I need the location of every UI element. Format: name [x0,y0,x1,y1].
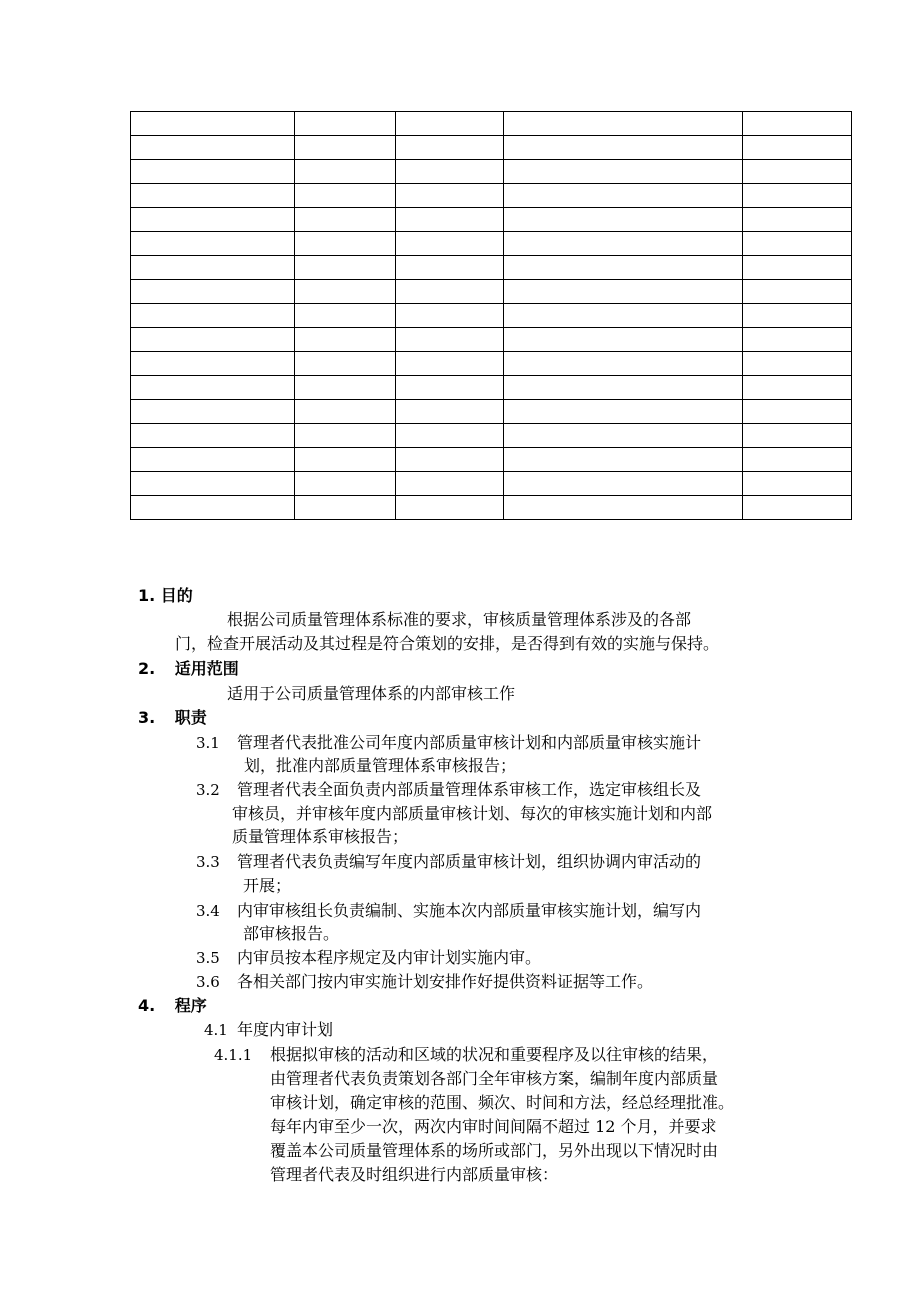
table-cell [131,184,295,208]
table-cell [743,112,852,136]
table-cell [504,448,743,472]
section-3-heading [138,707,207,729]
section-1-line: 门，检查开展活动及其过程是符合策划的安排，是否得到有效的实施与保持。 [175,634,720,653]
table-cell [743,256,852,280]
section-title: 职责 [174,708,207,727]
table-cell [295,112,396,136]
section-title: 目的 [160,586,193,605]
table-cell [131,112,295,136]
item-line: 质量管理体系审核报告； [232,827,409,846]
table-cell [131,448,295,472]
table-cell [743,328,852,352]
table-row [131,424,852,448]
table-row [131,400,852,424]
table-cell [504,160,743,184]
table-cell [131,232,295,256]
table-cell [131,136,295,160]
item-number: 3.3 [196,853,220,871]
table-cell [295,472,396,496]
table-cell [131,280,295,304]
table-cell [743,424,852,448]
table-cell [131,160,295,184]
table-cell [295,304,396,328]
table-row [131,472,852,496]
table-row [131,160,852,184]
table-cell [504,400,743,424]
table-cell [295,328,396,352]
table-row [131,136,852,160]
table-row [131,352,852,376]
item-line: 部审核报告。 [243,924,340,943]
table-cell [295,136,396,160]
table-row [131,448,852,472]
table-cell [396,136,504,160]
table-cell [396,208,504,232]
table-cell [295,424,396,448]
item-number: 3.5 [196,949,220,967]
table-cell [295,280,396,304]
table-cell [504,304,743,328]
table-cell [743,160,852,184]
table-cell [743,184,852,208]
table-cell [504,328,743,352]
item-line: 根据拟审核的活动和区域的状况和重要程序及以往审核的结果， [270,1045,719,1064]
table-cell [295,400,396,424]
item-line: 覆盖本公司质量管理体系的场所或部门，另外出现以下情况时由 [270,1141,719,1160]
table-cell [396,328,504,352]
table-cell [743,208,852,232]
table-cell [131,472,295,496]
subsection-title: 年度内审计划 [237,1020,334,1039]
table-cell [396,472,504,496]
table-cell [131,304,295,328]
table-cell [743,304,852,328]
table-cell [131,496,295,520]
table-cell [396,232,504,256]
item-line: 审核计划，确定审核的范围、频次、时间和方法，经总经理批准。 [270,1093,735,1112]
table-cell [295,208,396,232]
table-cell [295,448,396,472]
table-cell [396,112,504,136]
table-row [131,208,852,232]
item-line: 由管理者代表负责策划各部门全年审核方案，编制年度内部质量 [270,1069,719,1088]
revision-table [130,111,852,520]
table-cell [295,256,396,280]
section-1-line: 根据公司质量管理体系标准的要求，审核质量管理体系涉及的各部 [227,610,692,629]
table-cell [743,496,852,520]
table-cell [396,184,504,208]
table-cell [396,400,504,424]
table-cell [131,424,295,448]
section-number: 1. [138,586,156,605]
item-line: 管理者代表批准公司年度内部质量审核计划和内部质量审核实施计 [237,733,702,752]
item-line: 管理者代表及时组织进行内部质量审核： [270,1165,559,1184]
section-title: 程序 [174,996,207,1015]
table-cell [743,400,852,424]
table-cell [295,352,396,376]
table-row [131,280,852,304]
table-cell [295,184,396,208]
table-cell [504,184,743,208]
table-row [131,232,852,256]
table-cell [504,136,743,160]
table-cell [743,232,852,256]
table-cell [396,160,504,184]
item-number: 4.1.1 [214,1046,253,1064]
item-line: 管理者代表负责编写年度内部质量审核计划，组织协调内审活动的 [237,852,702,871]
table-cell [396,304,504,328]
table-cell [504,256,743,280]
table-cell [504,496,743,520]
table-row [131,328,852,352]
item-number: 3.6 [196,973,220,991]
table-cell [743,280,852,304]
item-number: 3.1 [196,734,220,752]
section-number: 2. [138,659,156,678]
section-number: 3. [138,708,156,727]
item-line: 划，批准内部质量管理体系审核报告； [244,756,517,775]
table-cell [504,112,743,136]
section-title: 适用范围 [174,659,239,678]
table-cell [396,280,504,304]
item-line: 各相关部门按内审实施计划安排作好提供资料证据等工作。 [237,972,654,991]
table-cell [743,352,852,376]
item-line: 内审员按本程序规定及内审计划实施内审。 [237,948,542,967]
table-cell [504,232,743,256]
table-cell [396,256,504,280]
table-cell [131,400,295,424]
table-cell [295,160,396,184]
table-cell [131,256,295,280]
item-line: 每年内审至少一次，两次内审时间间隔不超过 12 个月，并要求 [270,1117,717,1136]
table-cell [504,472,743,496]
item-line: 开展； [243,876,292,895]
section-1-heading [138,585,193,607]
table-cell [131,376,295,400]
table-row [131,496,852,520]
table-cell [131,328,295,352]
item-line: 内审审核组长负责编制、实施本次内部质量审核实施计划，编写内 [237,901,702,920]
section-4-heading [138,995,207,1017]
table-cell [396,448,504,472]
item-line: 审核员，并审核年度内部质量审核计划、每次的审核实施计划和内部 [232,804,713,823]
subsection-number: 4.1 [204,1021,228,1039]
table-cell [504,376,743,400]
table-cell [743,376,852,400]
section-2-heading [138,658,239,680]
table-cell [295,496,396,520]
table-row [131,112,852,136]
item-number: 3.4 [196,902,220,920]
table-cell [504,352,743,376]
table-cell [131,208,295,232]
table-cell [743,448,852,472]
table-row [131,376,852,400]
table-cell [504,424,743,448]
table-cell [295,376,396,400]
table-cell [743,136,852,160]
table-row [131,304,852,328]
table-cell [396,352,504,376]
item-number: 3.2 [196,781,220,799]
section-2-line: 适用于公司质量管理体系的内部审核工作 [227,684,516,703]
table-row [131,256,852,280]
table-cell [504,208,743,232]
table-cell [396,376,504,400]
section-number: 4. [138,996,156,1015]
table-cell [743,472,852,496]
item-line: 管理者代表全面负责内部质量管理体系审核工作，选定审核组长及 [237,780,702,799]
table-cell [396,424,504,448]
table-cell [131,352,295,376]
table-cell [396,496,504,520]
table-cell [295,232,396,256]
table-row [131,184,852,208]
table-cell [504,280,743,304]
